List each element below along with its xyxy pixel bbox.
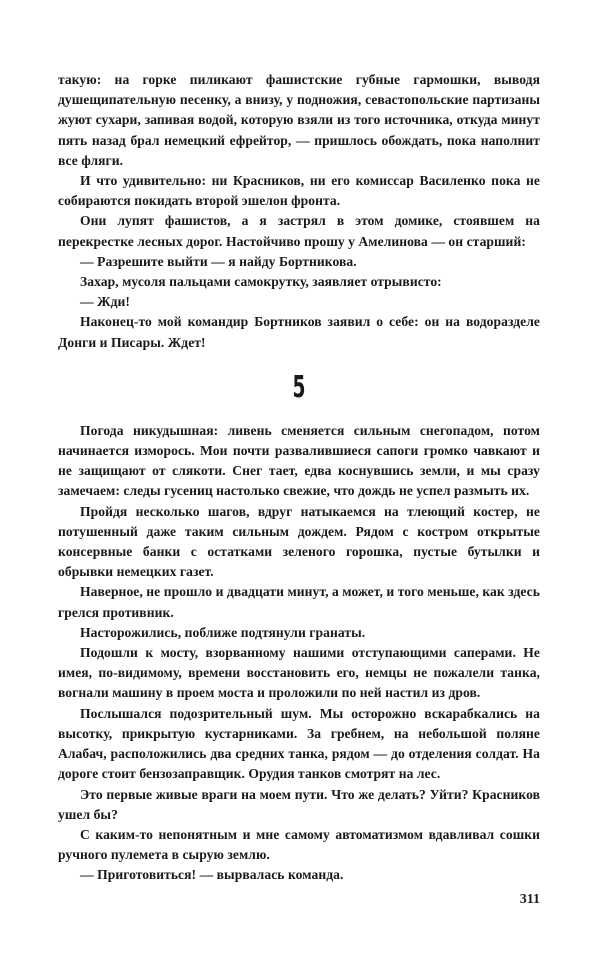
- text-block-top: [58, 70, 540, 353]
- paragraph: Насторожились, поближе подтянули гранаты.: [80, 624, 366, 640]
- paragraph: — Приготовиться! — вырвалась команда.: [80, 867, 344, 883]
- chapter-number: 5: [292, 369, 306, 405]
- paragraph: Наверное, не прошло и двадцати минут, а может, и того меньше, как здесь грелся противник.: [58, 584, 540, 620]
- paragraph: такую: на горке пиликают фашистские губные гармошки, выводя душещипательную песенку, а внизу, у подножия, севастопольские партизаны жуют сухари, запивая водой, которую взяли из того источника, откуда минут пять назад брал немецкий ефрейтор, — пришлось обождать, пока наполнит все фляги.: [58, 72, 540, 168]
- text-block-chapter: [58, 421, 540, 886]
- paragraph: Они лупят фашистов, а я застрял в этом домике, стоявшем на перекрестке лесных дорог. Настойчиво прошу у Амелинова — он старший:: [58, 213, 540, 249]
- page-number: 311: [519, 892, 540, 907]
- paragraph: — Жди!: [80, 294, 130, 310]
- paragraph: Подошли к мосту, взорванному нашими отступающими саперами. Не имея, по-видимому, времени восстановить его, немцы не пожалели танка, вогнали машину в проем моста и проложили по ней настил из дров.: [58, 645, 540, 701]
- paragraph: — Разрешите выйти — я найду Бортникова.: [80, 253, 357, 269]
- paragraph: Это первые живые враги на моем пути. Что же делать? Уйти? Красников ушел бы?: [58, 786, 540, 822]
- paragraph: Послышался подозрительный шум. Мы осторожно вскарабкались на высотку, прикрытую кустарниками. За гребнем, на небольшой поляне Алабач, расположились два средних танка, рядом — до отделения солдат. На дороге стоит бензозаправщик. Орудия танков смотрят на лес.: [58, 705, 540, 782]
- paragraph: Погода никудышная: ливень сменяется сильным снегопадом, потом начинается изморось. Мои почти развалившиеся сапоги громко чавкают и не защищают от слякоти. Снег тает, едва коснувшись земли, и мы сразу замечаем: следы гусениц настолько свежие, что дождь не успел размыть их.: [58, 422, 540, 499]
- paragraph: И что удивительно: ни Красников, ни его комиссар Василенко пока не собираются покидать второй эшелон фронта.: [58, 173, 540, 209]
- paragraph: С каким-то непонятным и мне самому автоматизмом вдавливал сошки ручного пулемета в сырую землю.: [58, 826, 540, 863]
- paragraph: Захар, мусоля пальцами самокрутку, заявляет отрывисто:: [80, 274, 442, 290]
- paragraph: Пройдя несколько шагов, вдруг натыкаемся на тлеющий костер, не потушенный даже таким сильным дождем. Рядом с костром открытые консервные банки с остатками зеленого горошка, пустые бутылки и обрывки немецких газет.: [58, 503, 540, 580]
- paragraph: Наконец-то мой командир Бортников заявил о себе: он на водоразделе Донги и Писары. Ждет!: [58, 314, 540, 350]
- book-page-text: [58, 70, 540, 886]
